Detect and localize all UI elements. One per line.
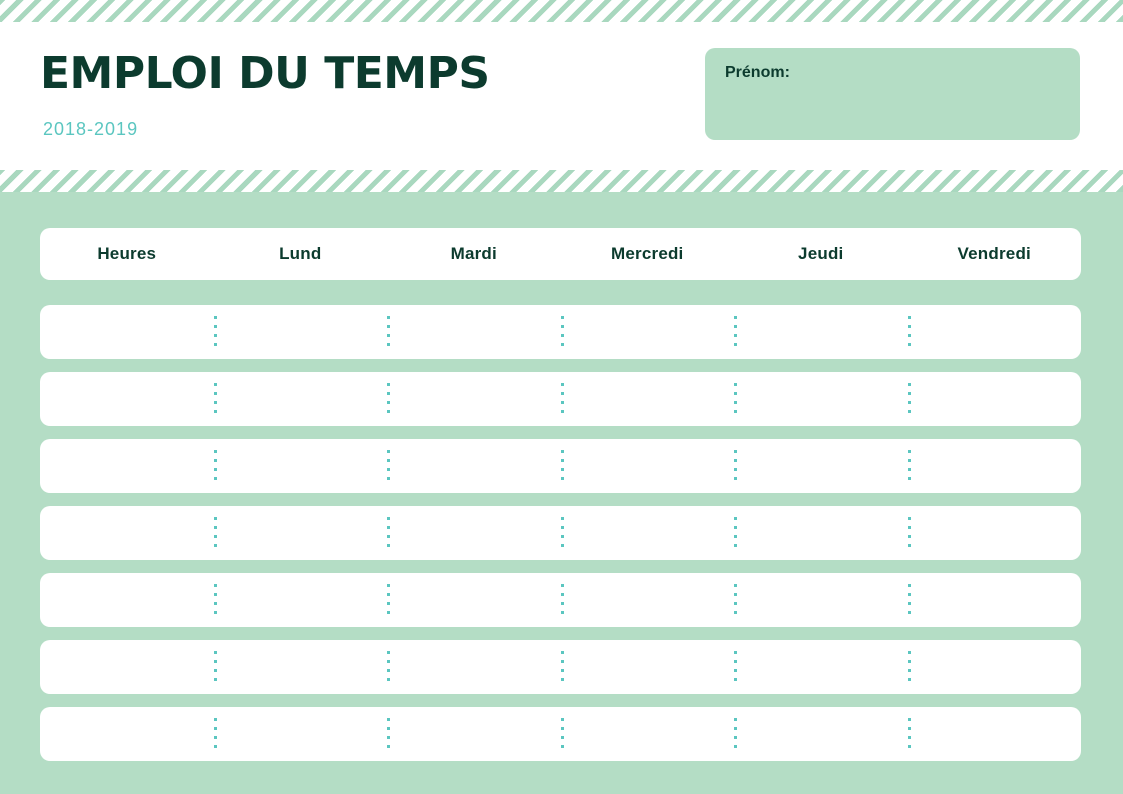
- cell-mercredi-2[interactable]: [561, 372, 735, 426]
- schedule-board: [0, 192, 1123, 794]
- column-header-mardi: Mardi: [450, 244, 497, 263]
- cell-vendredi-6[interactable]: [908, 640, 1082, 694]
- column-header-vendredi: Vendredi: [957, 244, 1031, 263]
- page-title: EMPLOI DU TEMPS: [40, 48, 490, 99]
- cell-heures-1[interactable]: [40, 305, 214, 359]
- cell-mercredi-6[interactable]: [561, 640, 735, 694]
- cell-jeudi-6[interactable]: [734, 640, 908, 694]
- table-header-row: [40, 228, 1081, 280]
- cell-heures-7[interactable]: [40, 707, 214, 761]
- column-header-jeudi: Jeudi: [798, 244, 844, 263]
- table-row: [40, 573, 1081, 627]
- column-header-heures: Heures: [97, 244, 157, 263]
- cell-mardi-4[interactable]: [387, 506, 561, 560]
- document-header: [0, 22, 1123, 170]
- cell-mercredi-5[interactable]: [561, 573, 735, 627]
- column-header-mercredi: Mercredi: [611, 244, 684, 263]
- top-stripe-band: [0, 0, 1123, 22]
- cell-lundi-6[interactable]: [214, 640, 388, 694]
- cell-vendredi-3[interactable]: [908, 439, 1082, 493]
- cell-heures-6[interactable]: [40, 640, 214, 694]
- schedule-table: [40, 228, 1081, 774]
- cell-heures-3[interactable]: [40, 439, 214, 493]
- cell-lundi-5[interactable]: [214, 573, 388, 627]
- cell-lundi-7[interactable]: [214, 707, 388, 761]
- cell-mercredi-4[interactable]: [561, 506, 735, 560]
- cell-mardi-2[interactable]: [387, 372, 561, 426]
- table-row: [40, 707, 1081, 761]
- cell-vendredi-2[interactable]: [908, 372, 1082, 426]
- cell-mardi-6[interactable]: [387, 640, 561, 694]
- cell-mercredi-7[interactable]: [561, 707, 735, 761]
- table-row: [40, 640, 1081, 694]
- cell-jeudi-4[interactable]: [734, 506, 908, 560]
- cell-vendredi-7[interactable]: [908, 707, 1082, 761]
- cell-vendredi-5[interactable]: [908, 573, 1082, 627]
- cell-jeudi-2[interactable]: [734, 372, 908, 426]
- cell-vendredi-1[interactable]: [908, 305, 1082, 359]
- cell-lundi-1[interactable]: [214, 305, 388, 359]
- cell-lundi-2[interactable]: [214, 372, 388, 426]
- table-row: [40, 305, 1081, 359]
- cell-jeudi-7[interactable]: [734, 707, 908, 761]
- column-header-lundi: Lund: [279, 244, 322, 263]
- cell-heures-4[interactable]: [40, 506, 214, 560]
- middle-stripe-band: [0, 170, 1123, 192]
- cell-jeudi-1[interactable]: [734, 305, 908, 359]
- cell-mardi-1[interactable]: [387, 305, 561, 359]
- cell-lundi-3[interactable]: [214, 439, 388, 493]
- cell-heures-2[interactable]: [40, 372, 214, 426]
- cell-mardi-7[interactable]: [387, 707, 561, 761]
- cell-jeudi-3[interactable]: [734, 439, 908, 493]
- cell-mardi-5[interactable]: [387, 573, 561, 627]
- name-field-label: Prénom:: [725, 64, 790, 81]
- school-year-subtitle: 2018-2019: [43, 119, 139, 139]
- cell-heures-5[interactable]: [40, 573, 214, 627]
- table-row: [40, 372, 1081, 426]
- cell-jeudi-5[interactable]: [734, 573, 908, 627]
- table-row: [40, 506, 1081, 560]
- cell-vendredi-4[interactable]: [908, 506, 1082, 560]
- cell-mercredi-3[interactable]: [561, 439, 735, 493]
- name-field-box[interactable]: [705, 48, 1080, 140]
- table-row: [40, 439, 1081, 493]
- cell-mercredi-1[interactable]: [561, 305, 735, 359]
- cell-lundi-4[interactable]: [214, 506, 388, 560]
- cell-mardi-3[interactable]: [387, 439, 561, 493]
